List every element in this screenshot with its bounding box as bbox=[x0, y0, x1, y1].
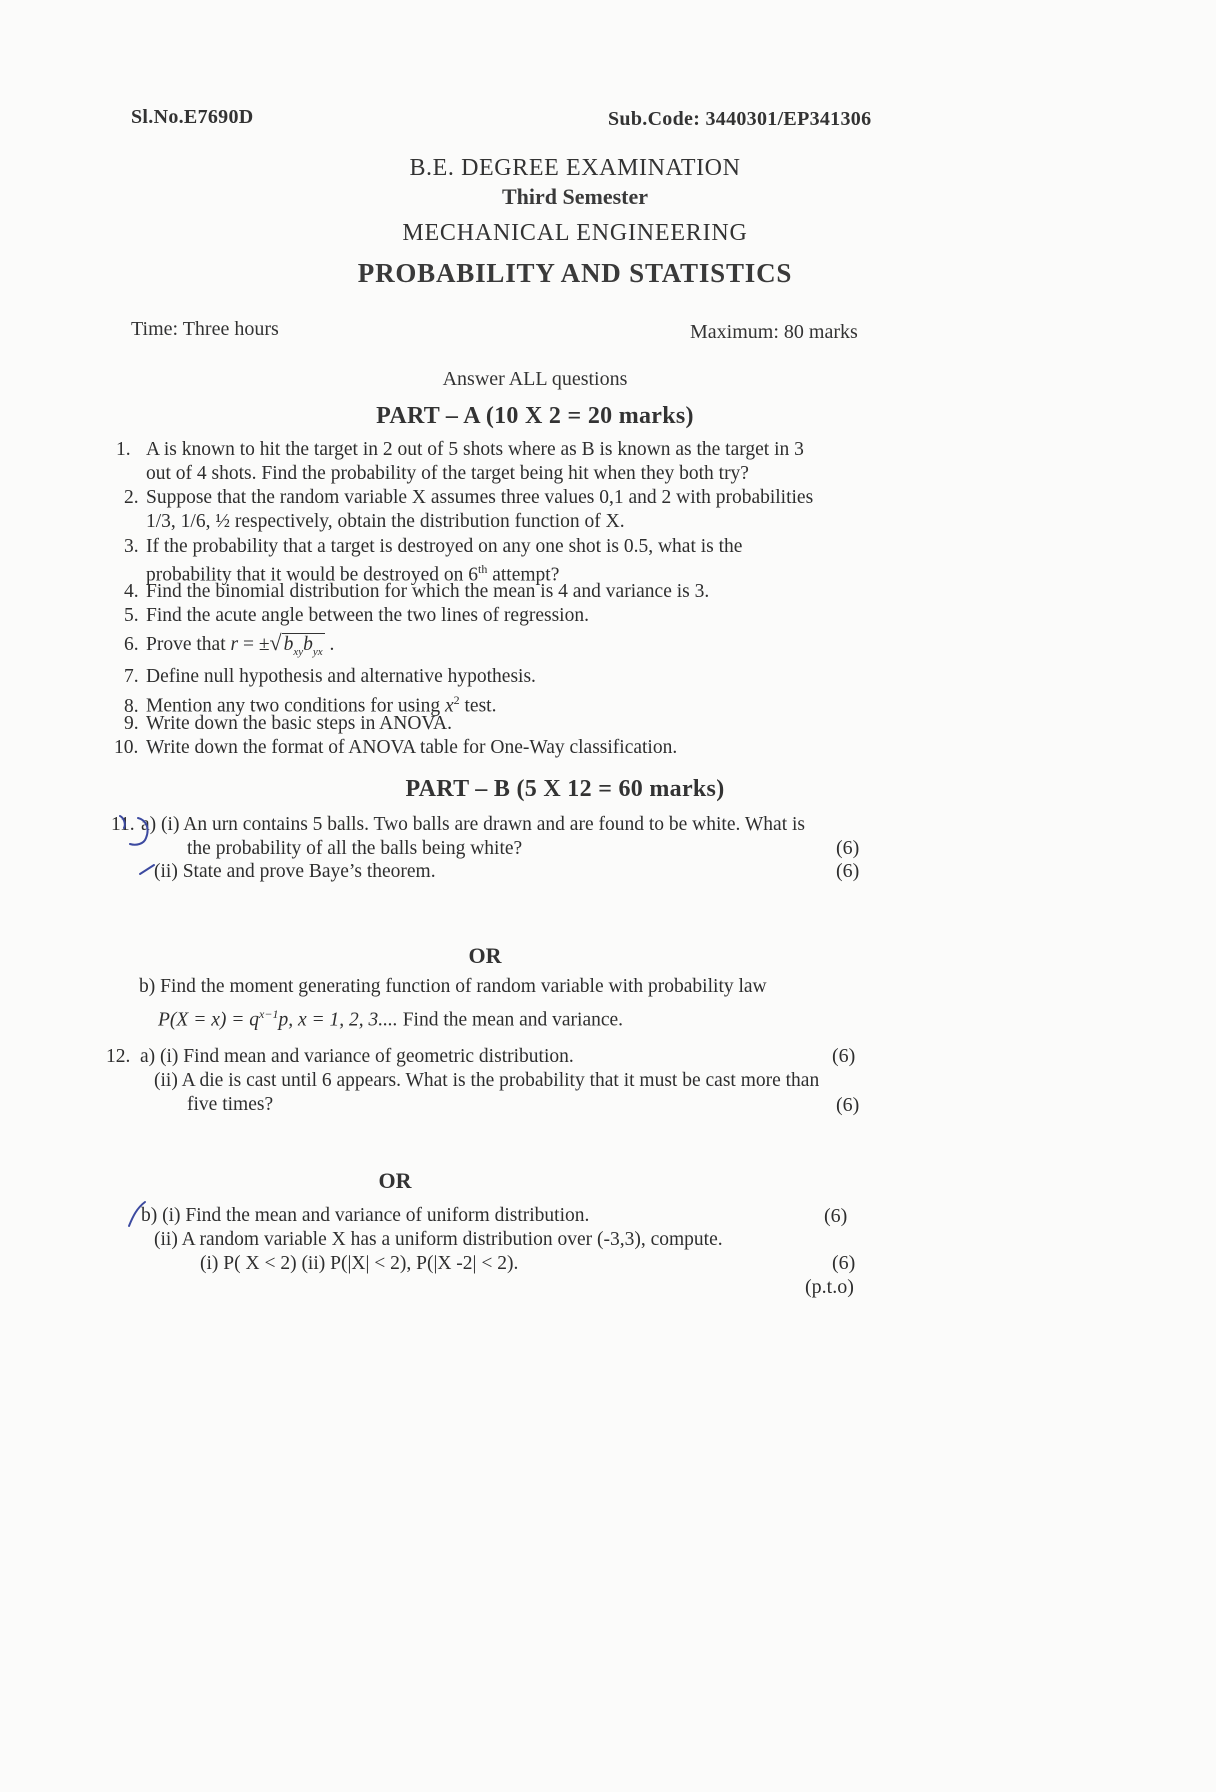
pen-tick-icon bbox=[125, 1200, 151, 1232]
question-number: 10. bbox=[114, 737, 139, 758]
math-subscript: xy bbox=[293, 645, 304, 658]
question-2 bbox=[124, 486, 813, 510]
question-3 bbox=[124, 535, 742, 559]
marks-label: (6) bbox=[836, 837, 860, 859]
question-text: attempt? bbox=[487, 564, 560, 586]
sub-question-label: a) bbox=[141, 814, 157, 835]
math-variable: b bbox=[283, 634, 294, 655]
question-12b: b) (i) Find the mean and variance of uniform distribution. bbox=[141, 1205, 590, 1226]
question-11a-continued: the probability of all the balls being white? bbox=[187, 838, 523, 859]
question-text: test. bbox=[459, 695, 497, 717]
question-text: Suppose that the random variable X assumes three values 0,1 and 2 with probabilities bbox=[146, 487, 814, 508]
question-number: 11. bbox=[111, 814, 135, 835]
or-divider: OR bbox=[378, 1168, 412, 1193]
semester-title: Third Semester bbox=[501, 184, 649, 209]
question-text: Write down the basic steps in ANOVA. bbox=[146, 713, 452, 734]
pen-tick-icon bbox=[138, 862, 158, 876]
question-number: 9. bbox=[124, 713, 139, 734]
ordinal-superscript: th bbox=[478, 562, 488, 576]
part-b-heading: PART – B (5 X 12 = 60 marks) bbox=[405, 776, 725, 802]
probability-formula: p, x = 1, 2, 3.... bbox=[278, 1009, 398, 1031]
question-text: . bbox=[324, 634, 335, 655]
pen-mark-icon bbox=[116, 814, 156, 854]
question-text: Find the binomial distribution for which the mean is 4 and variance is 3. bbox=[146, 581, 710, 602]
question-number: 3. bbox=[124, 536, 139, 557]
question-6: 6. Prove that r = ±√ $b_{xy}b_{yx}$ . bbox=[124, 630, 335, 658]
maximum-marks: Maximum: 80 marks bbox=[690, 321, 858, 343]
question-text: probability that it would be destroyed on 6 bbox=[146, 564, 478, 586]
question-text: A is known to hit the target in 2 out of 5 shots where as B is known as the target in 3 bbox=[146, 439, 804, 460]
question-text: Find the acute angle between the two lines of regression. bbox=[146, 605, 589, 626]
marks-label: (6) bbox=[832, 1252, 856, 1274]
question-11b-continued bbox=[158, 1002, 623, 1033]
marks-label: (6) bbox=[824, 1205, 848, 1227]
question-number: 7. bbox=[124, 666, 139, 687]
question-12a-ii-continued: five times? bbox=[187, 1094, 274, 1115]
chi-superscript: 2 bbox=[453, 693, 460, 707]
formula-exponent: x−1 bbox=[259, 1007, 279, 1021]
instruction: Answer ALL questions bbox=[442, 368, 628, 390]
question-12a bbox=[106, 1045, 574, 1069]
serial-number: Sl.No.E7690D bbox=[131, 106, 254, 128]
question-text: Find the mean and variance. bbox=[397, 1009, 624, 1031]
question-number: 6. bbox=[124, 634, 139, 655]
probability-formula: P(X = x) = q bbox=[158, 1009, 260, 1031]
department-title: MECHANICAL ENGINEERING bbox=[402, 220, 748, 246]
question-text: (i) An urn contains 5 balls. Two balls are drawn and are found to be white. What is bbox=[161, 814, 805, 835]
question-text: Mention any two conditions for using bbox=[146, 695, 445, 717]
square-root-term bbox=[282, 633, 325, 658]
question-text: Write down the format of ANOVA table for One-Way classification. bbox=[146, 737, 678, 758]
question-12b-ii-continued: (i) P( X < 2) (ii) P(|X| < 2), P(|X -2| < 2). bbox=[200, 1253, 519, 1274]
question-text: Prove that bbox=[146, 634, 231, 655]
question-12a-ii: (ii) A die is cast until 6 appears. What is the probability that it must be cast more than bbox=[154, 1070, 820, 1091]
question-number: 2. bbox=[124, 487, 139, 508]
question-text: a) (i) Find mean and variance of geometric distribution. bbox=[140, 1046, 574, 1067]
question-number: 12. bbox=[106, 1046, 131, 1067]
marks-label: (6) bbox=[836, 860, 860, 882]
math-subscript: yx bbox=[312, 645, 323, 658]
question-1-continued: out of 4 shots. Find the probability of the target being hit when they both try? bbox=[146, 463, 749, 484]
subject-code: Sub.Code: 3440301/EP341306 bbox=[608, 108, 872, 130]
question-10 bbox=[114, 736, 677, 760]
question-number: 8. bbox=[124, 695, 139, 717]
math-variable: b bbox=[303, 634, 313, 655]
question-number: 5. bbox=[124, 605, 139, 626]
marks-label: (6) bbox=[836, 1094, 860, 1116]
question-text: If the probability that a target is destroyed on any one shot is 0.5, what is the bbox=[146, 536, 743, 557]
question-text: Define null hypothesis and alternative hypothesis. bbox=[146, 666, 536, 687]
chi-symbol: x bbox=[444, 695, 454, 717]
math-operator: = ± bbox=[238, 634, 270, 655]
question-7 bbox=[124, 665, 536, 689]
please-turn-over: (p.t.o) bbox=[805, 1276, 854, 1298]
question-11b: b) Find the moment generating function of random variable with probability law bbox=[139, 976, 767, 997]
question-9 bbox=[124, 712, 452, 736]
question-11a-ii: (ii) State and prove Baye’s theorem. bbox=[154, 861, 436, 882]
question-4 bbox=[124, 580, 709, 604]
question-5 bbox=[124, 604, 589, 628]
or-divider: OR bbox=[468, 943, 502, 968]
question-1 bbox=[116, 438, 804, 462]
question-11a bbox=[111, 813, 805, 837]
question-2-continued: 1/3, 1/6, ½ respectively, obtain the distribution function of X. bbox=[146, 511, 625, 532]
question-number: 4. bbox=[124, 581, 139, 602]
exam-title: B.E. DEGREE EXAMINATION bbox=[409, 155, 741, 181]
math-variable: r bbox=[230, 634, 239, 655]
part-a-heading: PART – A (10 X 2 = 20 marks) bbox=[376, 403, 694, 429]
time-allowed: Time: Three hours bbox=[131, 318, 279, 340]
subject-title: PROBABILITY AND STATISTICS bbox=[357, 258, 793, 288]
question-number: 1. bbox=[116, 439, 131, 460]
marks-label: (6) bbox=[832, 1045, 856, 1067]
question-12b-ii: (ii) A random variable X has a uniform distribution over (-3,3), compute. bbox=[154, 1229, 723, 1250]
